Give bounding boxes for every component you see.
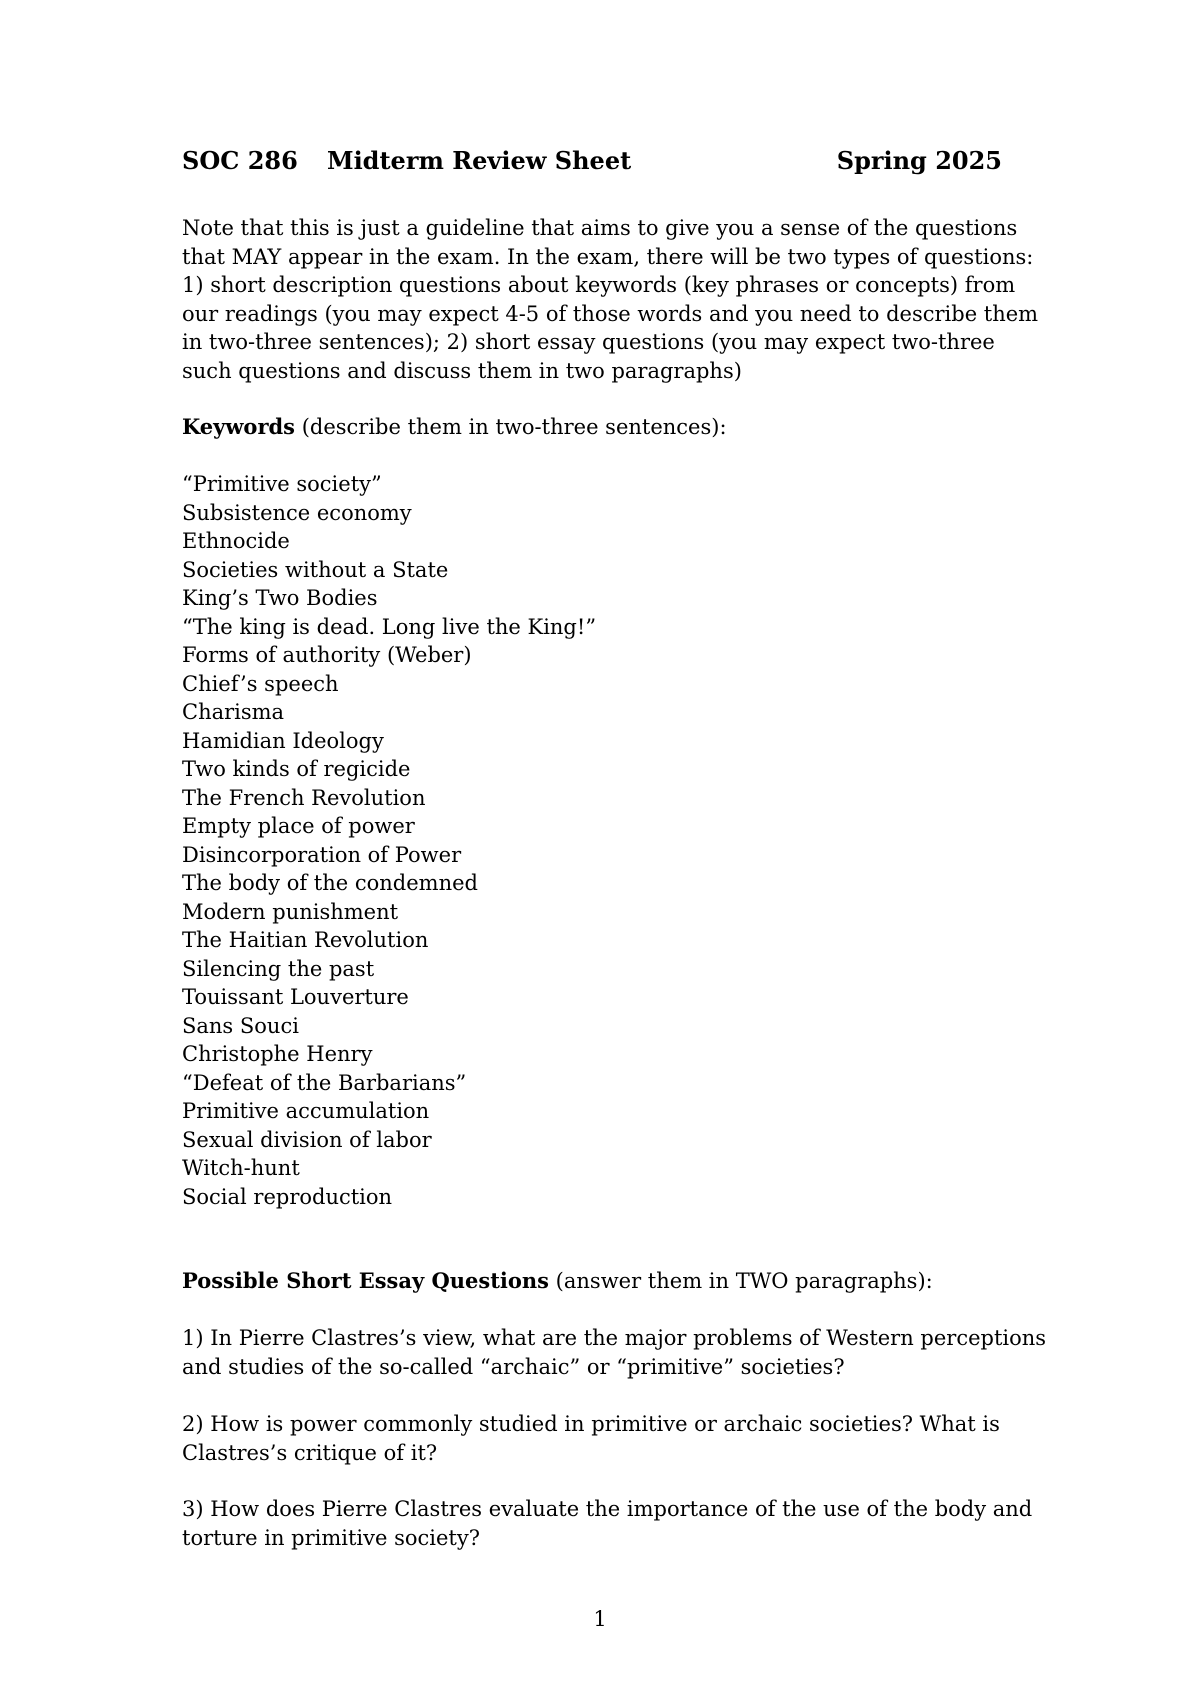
essay-question bbox=[182, 1324, 1047, 1381]
keyword-item: Ethnocide bbox=[182, 529, 290, 553]
keyword-item: Witch-hunt bbox=[182, 1156, 300, 1180]
keyword-item: Primitive accumulation bbox=[182, 1099, 430, 1123]
keyword-item: Silencing the past bbox=[182, 956, 375, 981]
keyword-item: The Haitian Revolution bbox=[182, 928, 429, 952]
keyword-item: Modern punishment bbox=[182, 899, 399, 924]
question-line: 3) How does Pierre Clastres evaluate the importance of the use of the body and bbox=[182, 1497, 1033, 1521]
question-line: torture in primitive society? bbox=[182, 1525, 480, 1550]
keyword-item: Chief’s speech bbox=[182, 671, 339, 696]
question-line: and studies of the so-called “archaic” or “primitive” societies? bbox=[182, 1354, 845, 1379]
intro-line: in two-three sentences); 2) short essay questions (you may expect two-three bbox=[182, 330, 995, 354]
keywords-heading-note: (describe them in two-three sentences): bbox=[295, 415, 727, 439]
keyword-item: Forms of authority (Weber) bbox=[182, 643, 472, 667]
keyword-list bbox=[182, 470, 1042, 1211]
keyword-item: “Defeat of the Barbarians” bbox=[182, 1070, 467, 1095]
essay-heading-label: Possible Short Essay Questions bbox=[182, 1268, 549, 1293]
essay-heading-note: (answer them in TWO paragraphs): bbox=[549, 1269, 933, 1293]
keyword-item: King’s Two Bodies bbox=[182, 586, 378, 610]
keywords-heading-label: Keywords bbox=[182, 414, 296, 439]
keyword-item: Societies without a State bbox=[182, 557, 449, 582]
keyword-item: Charisma bbox=[182, 700, 285, 724]
keyword-item: “Primitive society” bbox=[182, 472, 382, 496]
intro-line: such questions and discuss them in two paragraphs) bbox=[182, 358, 742, 383]
keyword-item: Sexual division of labor bbox=[182, 1127, 432, 1152]
intro-line: 1) short description questions about keywords (key phrases or concepts) from bbox=[182, 273, 1016, 297]
keywords-heading bbox=[182, 413, 1042, 442]
intro-line: Note that this is just a guideline that aims to give you a sense of the questions bbox=[182, 216, 1018, 240]
page-number: 1 bbox=[593, 1607, 607, 1631]
keyword-item: Christophe Henry bbox=[182, 1042, 373, 1066]
question-line: 1) In Pierre Clastres’s view, what are the major problems of Western perceptions bbox=[182, 1326, 1047, 1350]
document-header bbox=[182, 146, 1002, 178]
question-line: 2) How is power commonly studied in primitive or archaic societies? What is bbox=[182, 1412, 1000, 1436]
essay-question bbox=[182, 1495, 1042, 1552]
keyword-item: Touissant Louverture bbox=[182, 985, 409, 1009]
keyword-item: Two kinds of regicide bbox=[182, 757, 411, 781]
keyword-item: Subsistence economy bbox=[182, 500, 412, 525]
essay-heading bbox=[182, 1267, 1042, 1296]
term-label: Spring 2025 bbox=[836, 146, 1002, 175]
question-line: Clastres’s critique of it? bbox=[182, 1440, 438, 1465]
document-title: Midterm Review Sheet bbox=[327, 146, 632, 175]
keyword-item: Hamidian Ideology bbox=[182, 728, 384, 753]
keyword-item: “The king is dead. Long live the King!” bbox=[182, 614, 597, 639]
keyword-item: Disincorporation of Power bbox=[182, 842, 462, 867]
course-code: SOC 286 bbox=[182, 146, 298, 175]
keyword-item: The French Revolution bbox=[182, 785, 426, 810]
keyword-item: The body of the condemned bbox=[182, 871, 478, 895]
keyword-item: Social reproduction bbox=[182, 1184, 393, 1209]
keyword-item: Sans Souci bbox=[182, 1013, 299, 1038]
keyword-item: Empty place of power bbox=[182, 814, 415, 838]
intro-line: our readings (you may expect 4-5 of those words and you need to describe them bbox=[182, 301, 1039, 326]
intro-paragraph bbox=[182, 214, 1042, 385]
intro-line: that MAY appear in the exam. In the exam, there will be two types of questions: bbox=[182, 244, 1034, 269]
essay-question bbox=[182, 1410, 1042, 1467]
